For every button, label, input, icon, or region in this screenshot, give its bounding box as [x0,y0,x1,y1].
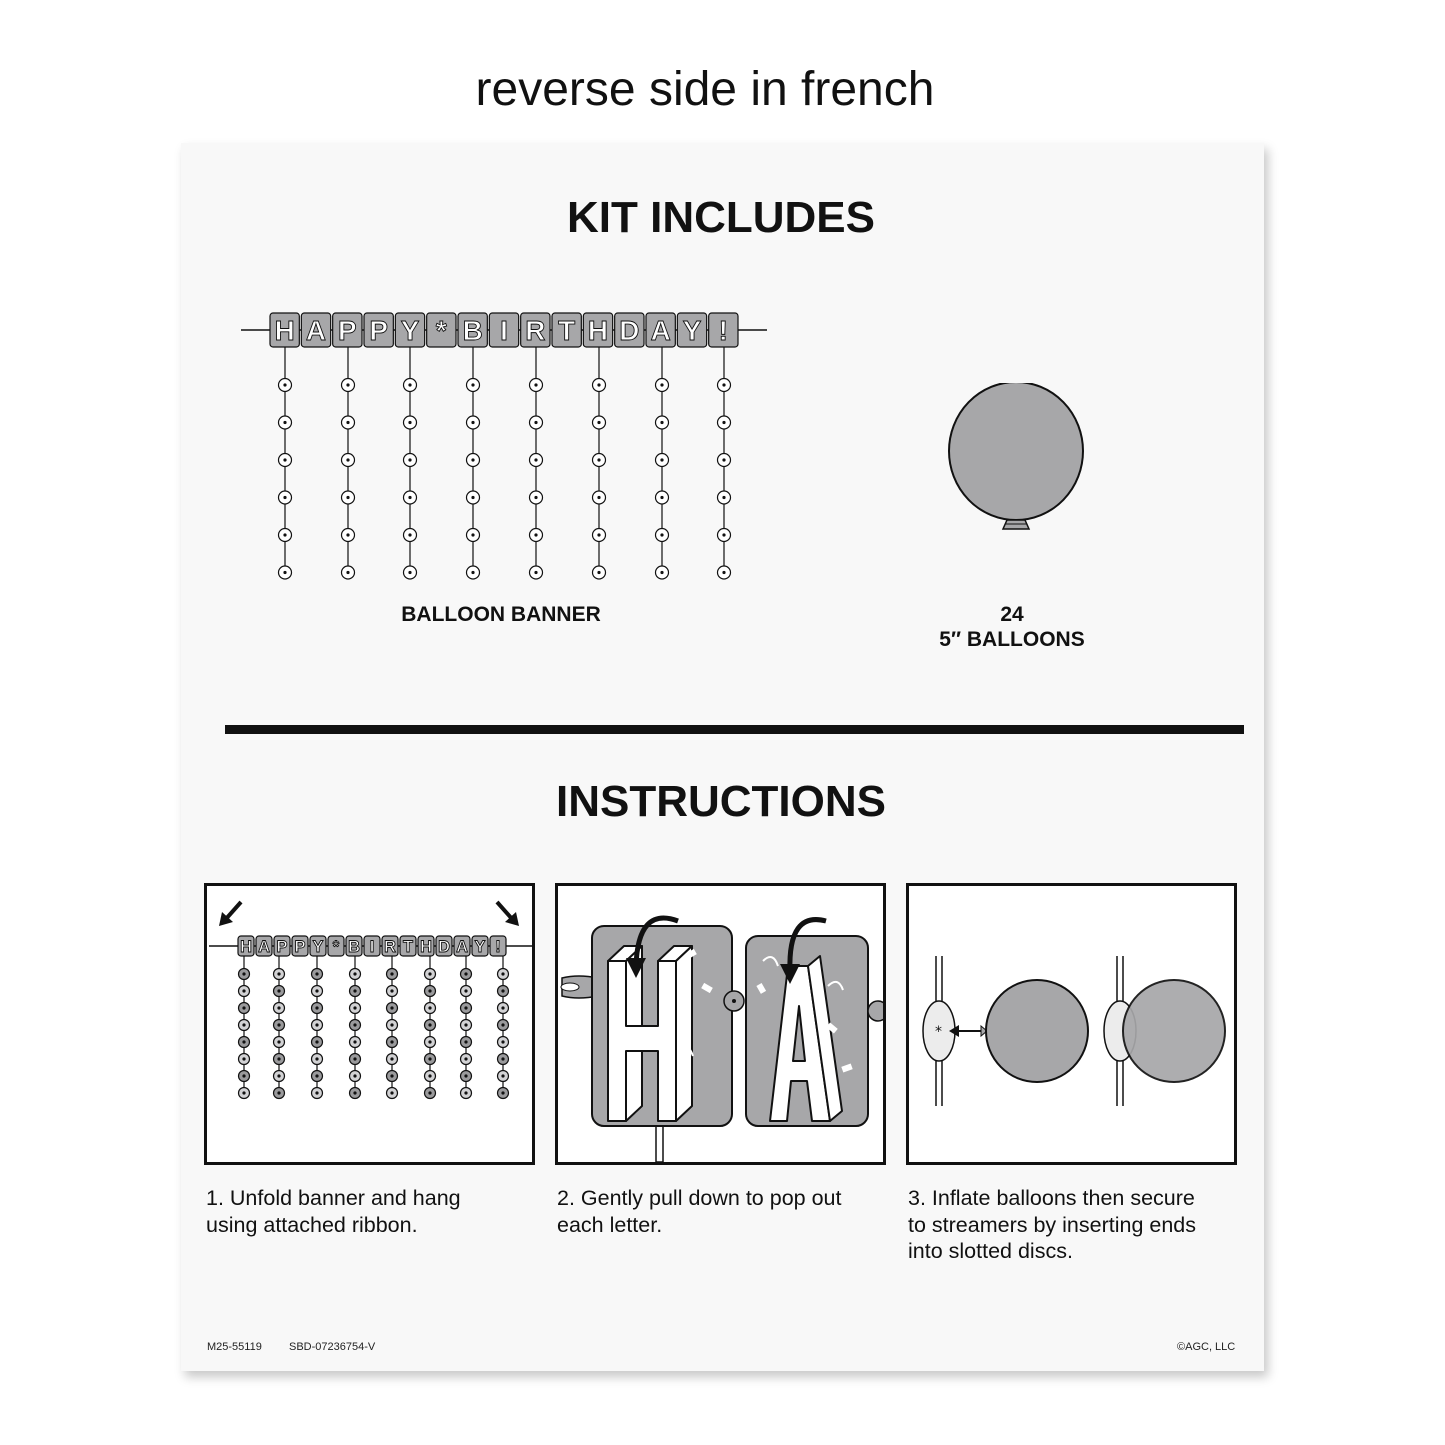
svg-text:*: * [935,1024,942,1040]
page-caption: reverse side in french [475,63,935,116]
svg-text:P: P [276,938,288,956]
svg-text:P: P [294,938,306,956]
svg-text:Y: Y [400,315,420,347]
svg-text:Y: Y [682,315,702,347]
balloon-count: 24 [1000,603,1024,626]
instruction-sheet [181,143,1264,1371]
step-1-text: 1. Unfold banner and hang using attached ribbon. [206,1186,461,1237]
sku-code: SBD-07236754-V [289,1341,376,1353]
svg-text:T: T [402,938,414,956]
svg-text:H: H [420,938,432,956]
balloon-size-label: 5″ BALLOONS [939,628,1085,651]
svg-text:!: ! [495,938,501,956]
product-code: M25-55119 [207,1341,262,1353]
step-2-text: 2. Gently pull down to pop out each letter. [557,1186,842,1237]
svg-text:Y: Y [312,938,324,956]
banner-letters [270,313,738,347]
step-2-illustration [558,886,883,1162]
svg-text:B: B [462,315,483,347]
svg-text:H: H [240,938,252,956]
svg-text:Y: Y [474,938,486,956]
svg-text:P: P [338,315,357,347]
svg-text:R: R [384,938,396,956]
svg-text:H: H [274,315,295,347]
svg-text:D: D [438,938,450,956]
svg-text:A: A [305,315,327,347]
svg-text:A: A [650,315,671,347]
banner-letters [238,936,506,956]
svg-text:I: I [500,315,508,347]
step-2-panel [555,883,886,1165]
svg-text:A: A [258,938,270,956]
balloon-banner-illustration [236,303,776,593]
svg-text:B: B [348,938,360,956]
svg-text:P: P [369,315,388,347]
step-3-panel [906,883,1237,1165]
balloon-illustration [941,383,1091,543]
svg-text:R: R [525,315,546,347]
step-1-illustration [207,886,532,1162]
step-3-text: 3. Inflate balloons then secure to streamers by inserting ends into slotted discs. [908,1186,1196,1263]
svg-text:T: T [558,315,576,347]
svg-text:A: A [456,938,468,956]
section-divider [225,725,1244,734]
instructions-heading: INSTRUCTIONS [556,777,886,826]
svg-text:D: D [619,315,640,347]
svg-text:*: * [435,315,447,347]
step-3-illustration [909,886,1234,1162]
kit-includes-heading: KIT INCLUDES [567,193,875,242]
step-1-panel [204,883,535,1165]
svg-text:I: I [369,938,375,956]
svg-text:!: ! [718,315,728,347]
copyright: ©AGC, LLC [1177,1341,1236,1353]
svg-text:*: * [332,938,340,956]
balloon-banner-label: BALLOON BANNER [401,603,601,626]
svg-text:H: H [587,315,609,347]
